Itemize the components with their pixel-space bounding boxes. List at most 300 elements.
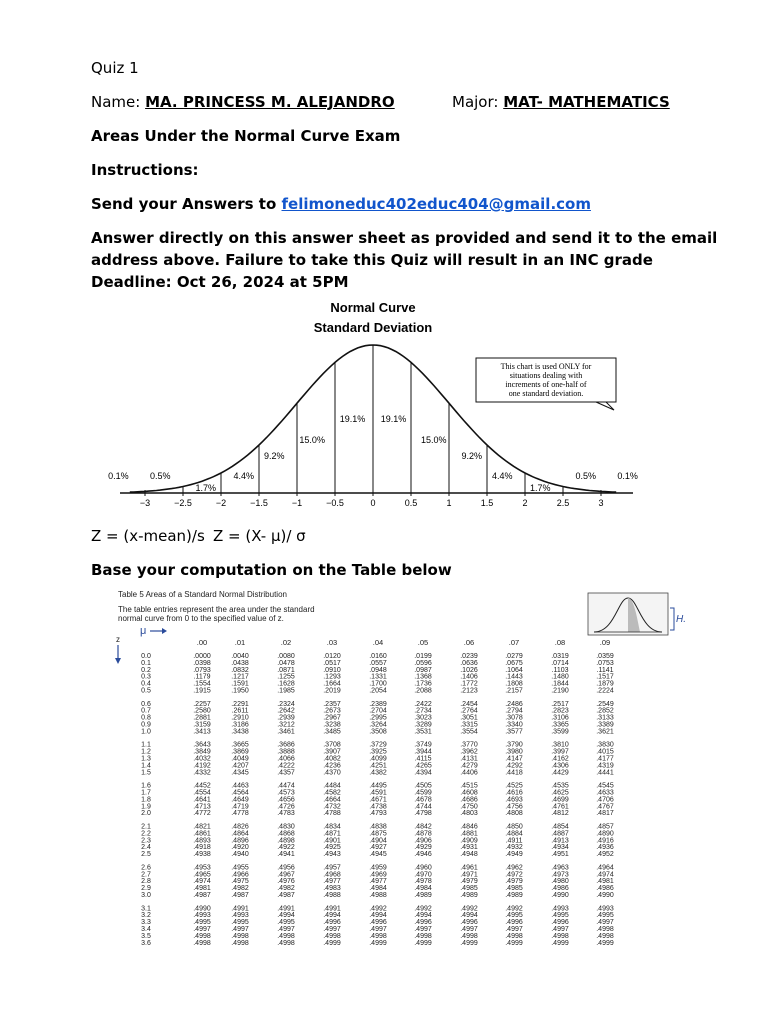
table-cell: .4484 <box>323 782 341 790</box>
table-cell: .1915 <box>193 687 211 695</box>
axis-tick-label: −1 <box>291 498 303 508</box>
table-cell: .4998 <box>460 932 478 940</box>
axis-tick-label: 3 <box>598 498 604 508</box>
table-cell: .4967 <box>277 871 295 879</box>
table-cell: .2190 <box>551 687 569 695</box>
table-cell: .4699 <box>551 796 569 804</box>
axis-tick-label: 2 <box>522 498 528 508</box>
table-cell: .4834 <box>323 823 341 831</box>
table-cell: .3830 <box>596 741 614 749</box>
table-cell: .4982 <box>277 885 295 893</box>
table-cell: .4861 <box>193 830 211 838</box>
table-cell: .4976 <box>277 878 295 886</box>
table-cell: .3729 <box>369 741 387 749</box>
table-cell: .4744 <box>414 803 432 811</box>
table-cell: .4767 <box>596 803 614 811</box>
table-cell: .0199 <box>414 653 432 660</box>
table-cell: .4890 <box>596 830 614 838</box>
table-cell: .4616 <box>505 789 523 797</box>
axis-tick-label: −3 <box>139 498 151 508</box>
table-cell: .4693 <box>505 796 523 804</box>
z-value: 3.6 <box>141 939 151 947</box>
table-cell: .4207 <box>231 762 249 770</box>
table-cell: .4394 <box>414 769 432 777</box>
z-value: 3.4 <box>141 926 151 933</box>
table-cell: .4066 <box>277 755 295 763</box>
table-cell: .3944 <box>414 748 432 756</box>
axis-tick-label: 0.5 <box>404 498 418 508</box>
table-cell: .4162 <box>551 755 569 763</box>
table-cell: .4115 <box>414 755 432 763</box>
table-cell: .4909 <box>460 837 478 845</box>
table-cell: .4265 <box>414 762 432 770</box>
formula-z1: Z = (x-mean)/s <box>91 527 205 545</box>
column-header: .05 <box>417 638 429 647</box>
table-cell: .4772 <box>193 810 211 818</box>
table-cell: .4015 <box>596 748 614 756</box>
table-cell: .4887 <box>551 830 569 838</box>
table-cell: .4998 <box>231 932 249 940</box>
table-cell: .2157 <box>505 687 523 695</box>
table-cell: .4955 <box>231 864 249 872</box>
z-value: 1.8 <box>141 796 151 804</box>
table-cell: .0987 <box>414 666 432 674</box>
table-cell: .4991 <box>323 905 341 913</box>
table-cell: .4713 <box>193 803 211 811</box>
table-cell: .1808 <box>505 680 523 688</box>
table-cell: .4990 <box>551 892 569 899</box>
table-cell: .4987 <box>231 892 249 899</box>
table-cell: .4993 <box>231 912 249 920</box>
table-cell: .4998 <box>193 939 211 947</box>
table-cell: .1985 <box>277 687 295 695</box>
percent-label: 0.1% <box>617 471 638 481</box>
table-cell: .4985 <box>505 885 523 893</box>
table-cell: .4564 <box>231 789 249 797</box>
column-header: .07 <box>508 638 520 647</box>
table-cell: .3315 <box>460 721 478 729</box>
table-cell: .4996 <box>369 919 387 927</box>
table-cell: .4846 <box>460 823 478 831</box>
table-cell: .4984 <box>369 885 387 893</box>
table-cell: .3980 <box>505 748 523 756</box>
table-desc-2: normal curve from 0 to the specified value of z. <box>118 614 284 623</box>
table-cell: .0636 <box>460 659 478 667</box>
table-cell: .0359 <box>596 653 614 660</box>
table-cell: .4968 <box>323 871 341 879</box>
table-cell: .2852 <box>596 707 614 715</box>
z-value: 3.0 <box>141 892 151 899</box>
table-cell: .4959 <box>369 864 387 872</box>
table-cell: .1844 <box>551 680 569 688</box>
email-link[interactable]: felimoneduc402educ404@gmail.com <box>281 195 591 213</box>
table-cell: .2123 <box>460 687 478 695</box>
table-cell: .3051 <box>460 714 478 722</box>
table-desc-1: The table entries represent the area under the standard <box>118 605 315 614</box>
table-cell: .4251 <box>369 762 387 770</box>
table-cell: .3997 <box>551 748 569 756</box>
table-cell: .3159 <box>193 721 211 729</box>
table-cell: .0517 <box>323 659 341 667</box>
table-cell: .4987 <box>277 892 295 899</box>
send-prefix: Send your Answers to <box>91 195 282 213</box>
z-value: 1.5 <box>141 769 151 777</box>
answer-line-1: Answer directly on this answer sheet as provided and send it to the email <box>91 229 718 247</box>
z-value: 1.1 <box>141 741 151 749</box>
table-cell: .2580 <box>193 707 211 715</box>
table-cell: .3770 <box>460 741 478 749</box>
table-cell: .3238 <box>323 721 341 729</box>
table-cell: .2422 <box>414 700 432 708</box>
z-value: 1.0 <box>141 728 151 736</box>
table-cell: .1554 <box>193 680 211 688</box>
table-cell: .2224 <box>596 687 614 695</box>
table-cell: .4996 <box>414 919 432 927</box>
table-cell: .2019 <box>323 687 341 695</box>
table-cell: .4082 <box>323 755 341 763</box>
table-cell: .4966 <box>231 871 249 879</box>
z-value: 0.1 <box>141 659 151 667</box>
table-cell: .4830 <box>277 823 295 831</box>
table-cell: .4938 <box>193 851 211 859</box>
table-cell: .0120 <box>323 653 341 660</box>
table-cell: .4738 <box>369 803 387 811</box>
table-cell: .4999 <box>414 939 432 947</box>
table-cell: .3264 <box>369 721 387 729</box>
table-cell: .4998 <box>193 932 211 940</box>
table-cell: .4875 <box>369 830 387 838</box>
table-cell: .4656 <box>277 796 295 804</box>
table-cell: .3289 <box>414 721 432 729</box>
table-cell: .2291 <box>231 700 249 708</box>
table-cell: .4306 <box>551 762 569 770</box>
table-cell: .4649 <box>231 796 249 804</box>
table-cell: .1736 <box>414 680 432 688</box>
table-cell: .4756 <box>505 803 523 811</box>
table-cell: .4993 <box>596 905 614 913</box>
table-cell: .1331 <box>369 673 387 681</box>
table-cell: .3708 <box>323 741 341 749</box>
table-cell: .4608 <box>460 789 478 797</box>
percent-label: 9.2% <box>263 451 285 461</box>
table-cell: .4997 <box>277 926 295 933</box>
table-cell: .4998 <box>551 932 569 940</box>
table-cell: .0871 <box>277 666 295 674</box>
z-value: 0.0 <box>141 653 151 660</box>
table-cell: .4920 <box>231 844 249 852</box>
table-cell: .2357 <box>323 700 341 708</box>
table-cell: .1517 <box>596 673 614 681</box>
table-cell: .4931 <box>460 844 478 852</box>
table-cell: .4985 <box>460 885 478 893</box>
table-cell: .1255 <box>277 673 295 681</box>
table-cell: .4997 <box>505 926 523 933</box>
table-cell: .4798 <box>414 810 432 818</box>
table-cell: .4893 <box>193 837 211 845</box>
table-cell: .4994 <box>460 912 478 920</box>
table-title: Table 5 Areas of a Standard Normal Distribution <box>118 590 287 599</box>
z-value: 1.9 <box>141 803 151 811</box>
z-value: 3.2 <box>141 912 151 920</box>
table-cell: .1179 <box>193 673 211 681</box>
percent-label: 0.5% <box>149 471 171 481</box>
table-cell: .4999 <box>505 939 523 947</box>
table-cell: .0000 <box>193 653 211 660</box>
table-cell: .4545 <box>596 782 614 790</box>
table-cell: .4838 <box>369 823 387 831</box>
table-cell: .4978 <box>414 878 432 886</box>
z-value: 0.8 <box>141 714 151 722</box>
table-cell: .4881 <box>460 830 478 838</box>
z-value: 0.3 <box>141 673 151 681</box>
base-computation-text: Base your computation on the Table below <box>91 561 452 579</box>
table-cell: .4222 <box>277 762 295 770</box>
table-cell: .4884 <box>505 830 523 838</box>
table-cell: .2054 <box>369 687 387 695</box>
table-cell: .3340 <box>505 721 523 729</box>
table-cell: .4826 <box>231 823 249 831</box>
table-cell: .4441 <box>596 769 614 777</box>
table-cell: .1950 <box>231 687 249 695</box>
table-cell: .4951 <box>551 851 569 859</box>
table-cell: .4664 <box>323 796 341 804</box>
z-value: 2.0 <box>141 810 151 818</box>
table-cell: .4980 <box>551 878 569 886</box>
formula-z2: Z = (X- μ)/ σ <box>213 527 306 545</box>
table-cell: .4999 <box>323 939 341 947</box>
table-cell: .4964 <box>596 864 614 872</box>
table-cell: .4971 <box>460 871 478 879</box>
percent-label: 15.0% <box>299 435 325 445</box>
table-cell: .4147 <box>505 755 523 763</box>
z-value: 0.6 <box>141 700 151 708</box>
table-cell: .4901 <box>323 837 341 845</box>
table-cell: .3212 <box>277 721 295 729</box>
table-cell: .1293 <box>323 673 341 681</box>
axis-tick-label: −2.5 <box>174 498 192 508</box>
column-header: .08 <box>554 638 566 647</box>
table-cell: .4973 <box>551 871 569 879</box>
table-cell: .4292 <box>505 762 523 770</box>
table-cell: .1664 <box>323 680 341 688</box>
table-cell: .3907 <box>323 748 341 756</box>
table-cell: .4599 <box>414 789 432 797</box>
table-cell: .4990 <box>596 892 614 899</box>
table-cell: .0596 <box>414 659 432 667</box>
axis-tick-label: 0 <box>370 498 376 508</box>
table-cell: .2517 <box>551 700 569 708</box>
table-cell: .3389 <box>596 721 614 729</box>
table-cell: .3438 <box>231 728 249 736</box>
table-cell: .1591 <box>231 680 249 688</box>
column-header: .00 <box>196 638 208 647</box>
table-cell: .4997 <box>231 926 249 933</box>
table-cell: .4279 <box>460 762 478 770</box>
table-cell: .4761 <box>551 803 569 811</box>
table-cell: .2704 <box>369 707 387 715</box>
table-cell: .4793 <box>369 810 387 818</box>
table-cell: .4382 <box>369 769 387 777</box>
major-value: MAT- MATHEMATICS <box>503 93 670 111</box>
table-cell: .4977 <box>323 878 341 886</box>
table-cell: .0948 <box>369 666 387 674</box>
table-cell: .4633 <box>596 789 614 797</box>
z-value: 2.5 <box>141 851 151 859</box>
table-cell: .0557 <box>369 659 387 667</box>
table-cell: .4945 <box>369 851 387 859</box>
z-value: 1.7 <box>141 789 151 797</box>
axis-tick-label: −2 <box>215 498 227 508</box>
table-cell: .3888 <box>277 748 295 756</box>
table-cell: .4177 <box>596 755 614 763</box>
table-cell: .4515 <box>460 782 478 790</box>
percent-label: 19.1% <box>380 414 407 424</box>
curve-subtitle: Standard Deviation <box>313 320 433 335</box>
table-cell: .4916 <box>596 837 614 845</box>
table-cell: .3413 <box>193 728 211 736</box>
table-cell: .4406 <box>460 769 478 777</box>
column-header: .03 <box>326 638 338 647</box>
z-value: 3.1 <box>141 905 151 913</box>
table-cell: .4997 <box>323 926 341 933</box>
table-cell: .3749 <box>414 741 432 749</box>
z-value: 0.9 <box>141 721 151 729</box>
table-cell: .4949 <box>505 851 523 859</box>
table-cell: .2324 <box>277 700 295 708</box>
table-cell: .4999 <box>369 939 387 947</box>
table-cell: .0675 <box>505 659 523 667</box>
table-cell: .4952 <box>596 851 614 859</box>
name-row <box>91 93 395 111</box>
table-cell: .1443 <box>505 673 523 681</box>
table-cell: .4981 <box>193 885 211 893</box>
table-cell: .4943 <box>323 851 341 859</box>
table-cell: .4345 <box>231 769 249 777</box>
table-cell: .2257 <box>193 700 211 708</box>
table-cell: .3461 <box>277 728 295 736</box>
table-cell: .4357 <box>277 769 295 777</box>
table-cell: .2642 <box>277 707 295 715</box>
table-cell: .4992 <box>414 905 432 913</box>
table-cell: .4495 <box>369 782 387 790</box>
table-cell: .4032 <box>193 755 211 763</box>
table-cell: .2967 <box>323 714 341 722</box>
note-line: one standard deviation. <box>508 389 584 398</box>
table-cell: .4996 <box>323 919 341 927</box>
table-cell: .4997 <box>460 926 478 933</box>
z-value: 1.3 <box>141 755 151 763</box>
table-cell: .4995 <box>551 912 569 920</box>
table-cell: .4525 <box>505 782 523 790</box>
table-cell: .4994 <box>414 912 432 920</box>
table-cell: .4962 <box>505 864 523 872</box>
table-cell: .4940 <box>231 851 249 859</box>
table-cell: .4989 <box>460 892 478 899</box>
table-cell: .4984 <box>414 885 432 893</box>
table-cell: .2389 <box>369 700 387 708</box>
table-cell: .4998 <box>369 932 387 940</box>
table-cell: .4948 <box>460 851 478 859</box>
table-cell: .4994 <box>323 912 341 920</box>
h-label: H. <box>676 614 686 625</box>
table-cell: .4913 <box>551 837 569 845</box>
exam-title: Areas Under the Normal Curve Exam <box>91 127 401 145</box>
table-cell: .4999 <box>596 939 614 947</box>
table-cell: .4591 <box>369 789 387 797</box>
table-cell: .3365 <box>551 721 569 729</box>
table-cell: .3686 <box>277 741 295 749</box>
table-cell: .4812 <box>551 810 569 818</box>
table-cell: .4554 <box>193 789 211 797</box>
table-cell: .4573 <box>277 789 295 797</box>
table-cell: .3869 <box>231 748 249 756</box>
table-cell: .4998 <box>596 932 614 940</box>
table-cell: .4998 <box>323 932 341 940</box>
table-cell: .4983 <box>323 885 341 893</box>
mini-curve-inset <box>588 593 668 635</box>
column-header: .04 <box>372 638 384 647</box>
table-cell: .4842 <box>414 823 432 831</box>
table-cell: .4319 <box>596 762 614 770</box>
table-cell: .2549 <box>596 700 614 708</box>
curve-title: Normal Curve <box>330 300 416 315</box>
table-cell: .4934 <box>551 844 569 852</box>
z-value: 2.1 <box>141 823 151 831</box>
table-cell: .4418 <box>505 769 523 777</box>
table-cell: .4990 <box>193 905 211 913</box>
table-cell: .1026 <box>460 666 478 674</box>
table-cell: .4192 <box>193 762 211 770</box>
table-cell: .1064 <box>505 666 523 674</box>
table-cell: .4236 <box>323 762 341 770</box>
table-cell: .4750 <box>460 803 478 811</box>
table-cell: .4974 <box>596 871 614 879</box>
table-cell: .2611 <box>231 707 249 715</box>
table-cell: .3962 <box>460 748 478 756</box>
table-cell: .0279 <box>505 653 523 660</box>
table-cell: .4049 <box>231 755 249 763</box>
percent-label: 1.7% <box>195 483 217 493</box>
table-cell: .2881 <box>193 714 211 722</box>
z-value: 2.6 <box>141 864 151 872</box>
table-cell: .3023 <box>414 714 432 722</box>
table-cell: .4993 <box>193 912 211 920</box>
table-cell: .0040 <box>231 653 249 660</box>
axis-tick-label: 1.5 <box>480 498 494 508</box>
table-cell: .4989 <box>505 892 523 899</box>
z-value: 3.5 <box>141 932 151 940</box>
table-cell: .4972 <box>505 871 523 879</box>
table-cell: .4988 <box>323 892 341 899</box>
table-cell: .1480 <box>551 673 569 681</box>
table-cell: .4941 <box>277 851 295 859</box>
note-line: situations dealing with <box>509 371 583 380</box>
note-line: increments of one-half of <box>505 380 587 389</box>
table-cell: .4999 <box>460 939 478 947</box>
table-cell: .2734 <box>414 707 432 715</box>
table-cell: .4946 <box>414 851 432 859</box>
table-cell: .0910 <box>323 666 341 674</box>
table-cell: .4979 <box>505 878 523 886</box>
table-cell: .4975 <box>231 878 249 886</box>
table-cell: .1628 <box>277 680 295 688</box>
table-cell: .4981 <box>596 878 614 886</box>
percent-label: 0.5% <box>575 471 597 481</box>
table-cell: .4957 <box>323 864 341 872</box>
table-cell: .4970 <box>414 871 432 879</box>
axis-tick-label: 1 <box>446 498 452 508</box>
column-header: .09 <box>599 638 611 647</box>
